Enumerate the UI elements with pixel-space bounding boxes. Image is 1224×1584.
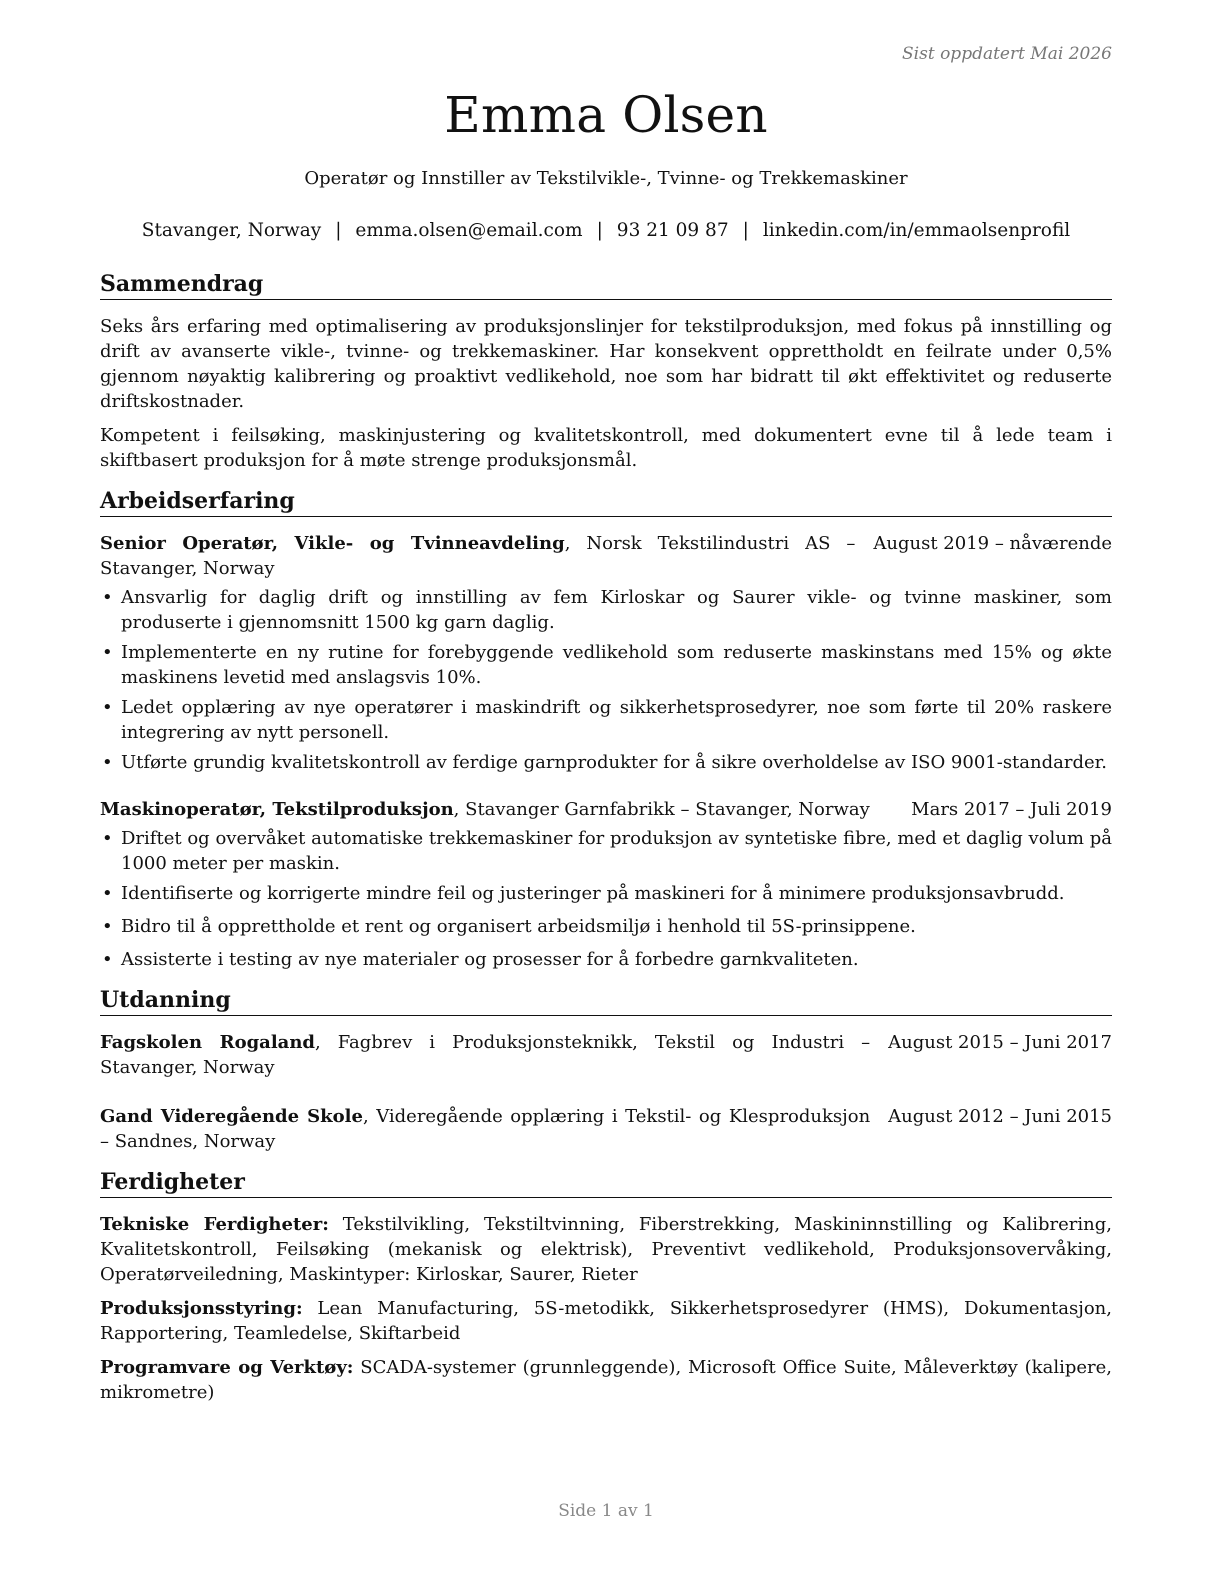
school-name: Gand Videregående Skole <box>100 1106 363 1127</box>
job-dates: Mars 2017 – Juli 2019 <box>911 799 1112 820</box>
last-updated: Sist oppdatert Mai 2026 <box>902 44 1112 64</box>
skill-group-label: Programvare og Verktøy: <box>100 1357 354 1378</box>
job-title: Operatør og Innstiller av Tekstilvikle-, Tvinne- og Trekkemaskiner <box>304 168 908 189</box>
job-bullet: • Driftet og overvåket automatiske trekkemaskiner for produksjon av syntetiske fibre, med et daglig volum på 1000 meter per maskin. <box>100 826 1112 876</box>
education-dates: August 2012 – Juni 2015 <box>888 1106 1112 1127</box>
candidate-name: Emma Olsen <box>444 86 768 144</box>
summary-paragraph: Kompetent i feilsøking, maskinjustering og kvalitetskontroll, med dokumentert evne til å lede team i skiftbasert produksjon for å møte strenge produksjonsmål. <box>100 425 1112 471</box>
job-dates: August 2019 – nåværende <box>873 533 1112 554</box>
contact-separator: | <box>742 220 749 241</box>
education-heading: Utdanning <box>100 986 1112 1016</box>
experience-section <box>100 487 1112 972</box>
skill-group-text: Lean Manufacturing, 5S-metodikk, Sikkerhetsprosedyrer (HMS), Dokumentasjon, Rapportering, Teamledelse, Skiftarbeid <box>100 1298 1112 1344</box>
contact-linkedin[interactable]: linkedin.com/in/emmaolsenprofil <box>762 220 1071 241</box>
contact-line <box>100 220 1112 241</box>
education-entry <box>100 1104 1112 1154</box>
contact-email[interactable]: emma.olsen@email.com <box>355 220 583 241</box>
job-entry <box>100 531 1112 775</box>
page-number: Side 1 av 1 <box>558 1501 654 1521</box>
job-bullets <box>100 826 1112 972</box>
job-role: Senior Operatør, Vikle- og Tvinneavdeling <box>100 533 565 554</box>
job-org: , Stavanger Garnfabrikk – Stavanger, Norway <box>453 799 870 820</box>
education-dates: August 2015 – Juni 2017 <box>888 1032 1112 1053</box>
job-bullet: • Assisterte i testing av nye materialer og prosesser for å forbedre garnkvaliteten. <box>100 947 1112 972</box>
school-name: Fagskolen Rogaland <box>100 1032 316 1053</box>
contact-separator: | <box>596 220 603 241</box>
education-detail: , Fagbrev i Produksjonsteknikk, Tekstil og Industri – Stavanger, Norway <box>100 1032 871 1078</box>
education-detail: , Videregående opplæring i Tekstil- og Klesproduksjon – Sandnes, Norway <box>100 1106 871 1152</box>
contact-separator: | <box>335 220 342 241</box>
skill-group <box>100 1296 1112 1346</box>
job-bullet: • Ansvarlig for daglig drift og innstilling av fem Kirloskar og Saurer vikle- og tvinne maskiner, som produserte i gjennomsnitt 1500 kg garn daglig. <box>100 585 1112 635</box>
experience-heading: Arbeidserfaring <box>100 487 1112 517</box>
job-bullet: • Identifiserte og korrigerte mindre feil og justeringer på maskineri for å minimere produksjonsavbrudd. <box>100 881 1112 906</box>
skills-heading: Ferdigheter <box>100 1168 1112 1198</box>
summary-heading: Sammendrag <box>100 270 1112 300</box>
summary-section <box>100 270 1112 473</box>
skills-section <box>100 1168 1112 1405</box>
skill-group <box>100 1355 1112 1405</box>
skill-group-text: SCADA-systemer (grunnleggende), Microsoft Office Suite, Måleverktøy (kalipere, mikrometre) <box>100 1357 1112 1403</box>
job-bullet: • Utførte grundig kvalitetskontroll av ferdige garnprodukter for å sikre overholdelse av ISO 9001-standarder. <box>100 750 1112 775</box>
job-entry <box>100 797 1112 972</box>
education-entry <box>100 1030 1112 1080</box>
job-bullet: • Ledet opplæring av nye operatører i maskindrift og sikkerhetsprosedyrer, noe som førte til 20% raskere integrering av nytt personell. <box>100 695 1112 745</box>
skill-group-text: Tekstilvikling, Tekstiltvinning, Fiberstrekking, Maskininnstilling og Kalibrering, Kvalitetskontroll, Feilsøking (mekanisk og elektrisk), Preventivt vedlikehold, Produksjonsovervåking, Operatørveiledning, Maskintyper: Kirloskar, Saurer, Rieter <box>100 1214 1112 1285</box>
skill-group-label: Produksjonsstyring: <box>100 1298 303 1319</box>
job-role: Maskinoperatør, Tekstilproduksjon <box>100 799 454 820</box>
job-bullet: • Implementerte en ny rutine for forebyggende vedlikehold som reduserte maskinstans med 15% og økte maskinens levetid med anslagsvis 10%. <box>100 640 1112 690</box>
skill-group-label: Tekniske Ferdigheter: <box>100 1214 329 1235</box>
job-bullets <box>100 585 1112 775</box>
contact-phone: 93 21 09 87 <box>616 220 729 241</box>
job-org: , Norsk Tekstilindustri AS – Stavanger, Norway <box>100 533 856 579</box>
contact-location: Stavanger, Norway <box>141 220 322 241</box>
resume-content <box>100 270 1112 1419</box>
skill-group <box>100 1212 1112 1287</box>
education-section <box>100 986 1112 1154</box>
summary-paragraph: Seks års erfaring med optimalisering av produksjonslinjer for tekstilproduksjon, med fokus på innstilling og drift av avanserte vikle-, tvinne- og trekkemaskiner. Har konsekvent opprettholdt en feilrate under 0,5% gjennom nøyaktig kalibrering og proaktivt vedlikehold, noe som har bidratt til økt effektivitet og reduserte driftskostnader. <box>100 316 1112 412</box>
job-bullet: • Bidro til å opprettholde et rent og organisert arbeidsmiljø i henhold til 5S-prinsippene. <box>100 914 1112 939</box>
